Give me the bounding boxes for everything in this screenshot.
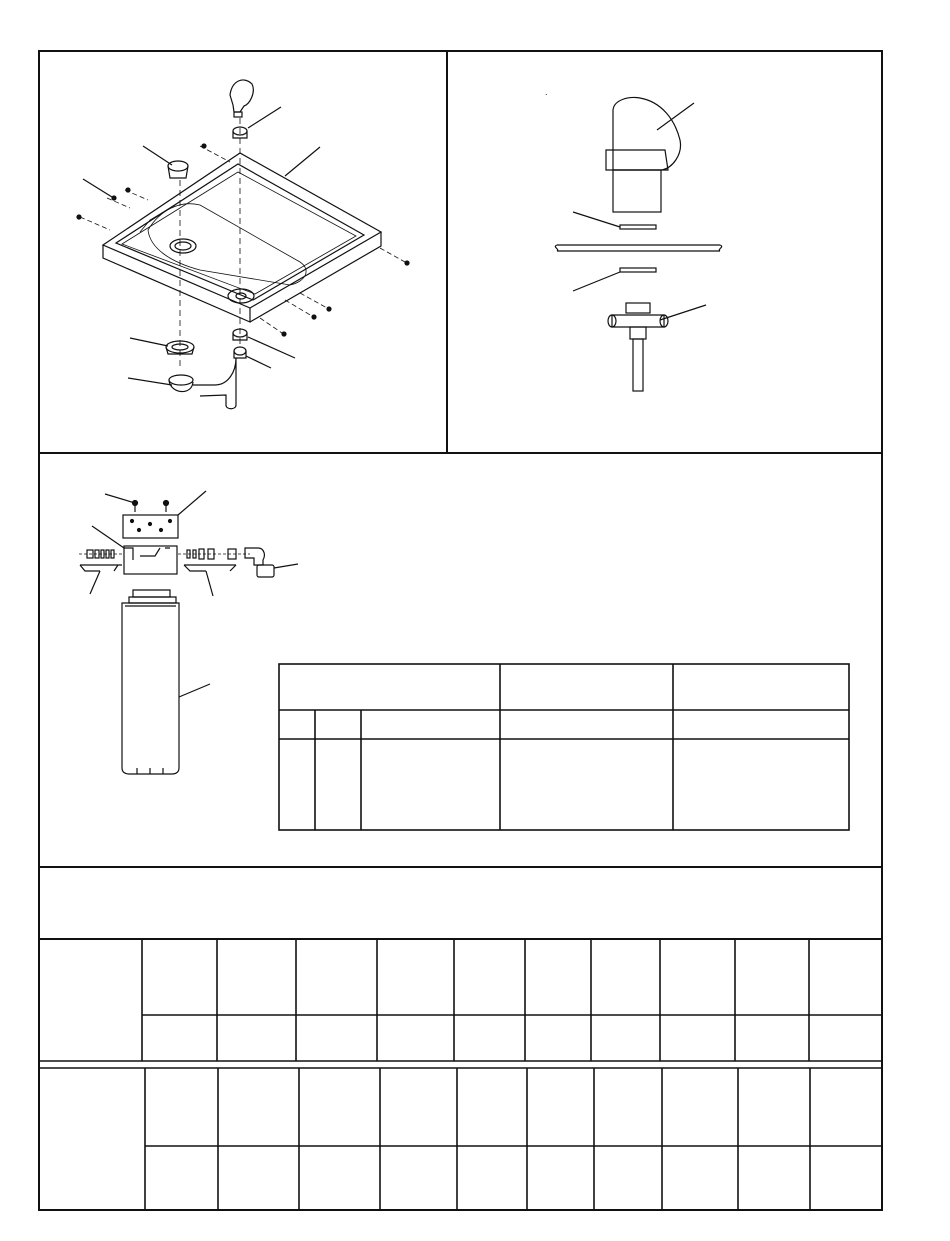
- bubbler-assembly-icon: [555, 98, 721, 392]
- bottom-table-group-1: [39, 939, 882, 1061]
- basin-assembly-icon: [77, 80, 409, 409]
- filter-table-grid: [279, 664, 849, 830]
- bottom-table-group-2: [39, 1068, 882, 1210]
- stray-mark: .: [545, 87, 548, 97]
- page-frame: [39, 51, 882, 1210]
- filter-assembly-icon: [79, 491, 298, 774]
